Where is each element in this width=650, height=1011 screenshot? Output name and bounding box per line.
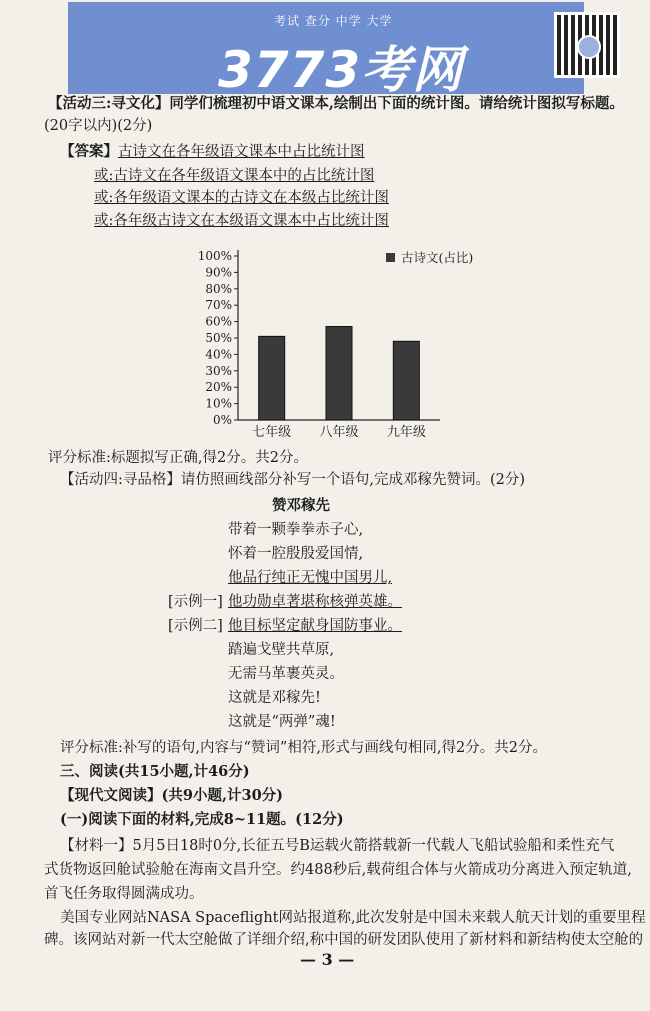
y-tick-label: 90% [205,265,232,280]
answer-label: 【答案】 [60,143,118,160]
para2-line-a: 美国专业网站NASA Spaceflight网站报道称,此次发射是中国未来载人航天计划的重要里程 [60,910,646,926]
banner-logo: 3773考网 [218,41,464,99]
activity4-prompt: 【活动四:寻品格】请仿照画线部分补写一个语句,完成邓稼先赞词。(2分) [60,472,526,488]
answer-2: 或:古诗文在各年级语文课本中的占比统计图 [94,168,375,184]
poem-line-1: 带着一颗拳拳赤子心, [228,522,364,538]
para2-line-b: 碑。该网站对新一代太空舱做了详细介绍,称中国的研发团队使用了新材料和新结构使太空舱的 [44,932,644,948]
page-number: — 3 — [300,950,355,969]
y-tick-label: 100% [197,249,232,263]
x-tick-label: 七年级 [252,425,292,440]
activity3-scoring: 评分标准:标题拟写正确,得2分。共2分。 [48,450,308,466]
activity3-prompt-2: (20字以内)(2分) [44,118,153,134]
poem-line-7: 这就是“两弹”魂! [228,714,336,730]
bar [259,336,285,420]
y-tick-label: 20% [205,380,232,395]
answer-4: 或:各年级古诗文在本级语文课本中占比统计图 [94,213,389,229]
x-tick-label: 九年级 [386,425,426,440]
part1-heading: (一)阅读下面的材料,完成8~11题。(12分) [60,811,344,828]
y-tick-label: 50% [205,331,232,345]
answer-3: 或:各年级语文课本的古诗文在本级占比统计图 [94,190,389,206]
example-2: 他目标坚定献身国防事业。 [228,618,402,634]
poem-line-3: 他品行纯正无愧中国男儿, [228,570,393,586]
poem-line-2: 怀着一腔殷殷爱国情, [228,546,364,562]
poem-line-5: 无需马革裹英灵。 [228,666,344,682]
legend-swatch [386,253,395,262]
activity3-prompt: 【活动三:寻文化】同学们梳理初中语文课本,绘制出下面的统计图。请给统计图拟写标题。 [48,95,624,112]
watermark-banner [68,2,584,99]
banner-tagline: 考试 查分 中学 大学 [274,14,393,28]
legend-label: 古诗文(占比) [401,250,474,265]
bar [326,327,352,420]
y-tick-label: 30% [205,363,232,378]
y-tick-label: 80% [205,281,232,296]
y-tick-label: 70% [205,298,232,313]
section-heading: 三、阅读(共15小题,计46分) [60,763,250,780]
example-1-label: [示例一] [168,594,223,610]
x-tick-label: 八年级 [319,425,359,440]
material1-line-c: 首飞任务取得圆满成功。 [44,886,204,902]
y-tick-label: 40% [205,347,232,362]
y-tick-label: 10% [205,396,232,411]
poem-line-6: 这就是邓稼先! [228,690,321,706]
poem-line-4: 踏遍戈壁共草原, [228,642,335,658]
material1-line-b: 式货物返回舱试验舱在海南文昌升空。约488秒后,载荷组合体与火箭成功分离进入预定轨道, [44,862,632,878]
poem-title: 赞邓稼先 [272,497,330,514]
y-tick-label: 60% [205,314,232,329]
answer-1: 古诗文在各年级语文课本中占比统计图 [118,144,365,160]
modern-reading-heading: 【现代文阅读】(共9小题,计30分) [60,787,284,804]
bar [393,341,419,420]
example-1: 他功勋卓著堪称核弹英雄。 [228,594,402,610]
y-tick-label: 0% [212,413,232,427]
qr-code-icon [554,12,620,78]
activity4-scoring: 评分标准:补写的语句,内容与“赞词”相符,形式与画线句相同,得2分。共2分。 [60,740,547,756]
material1-line-a: 【材料一】5月5日18时0分,长征五号B运载火箭搭载新一代载人飞船试验船和柔性充气 [60,838,615,854]
example-2-label: [示例二] [168,618,223,634]
